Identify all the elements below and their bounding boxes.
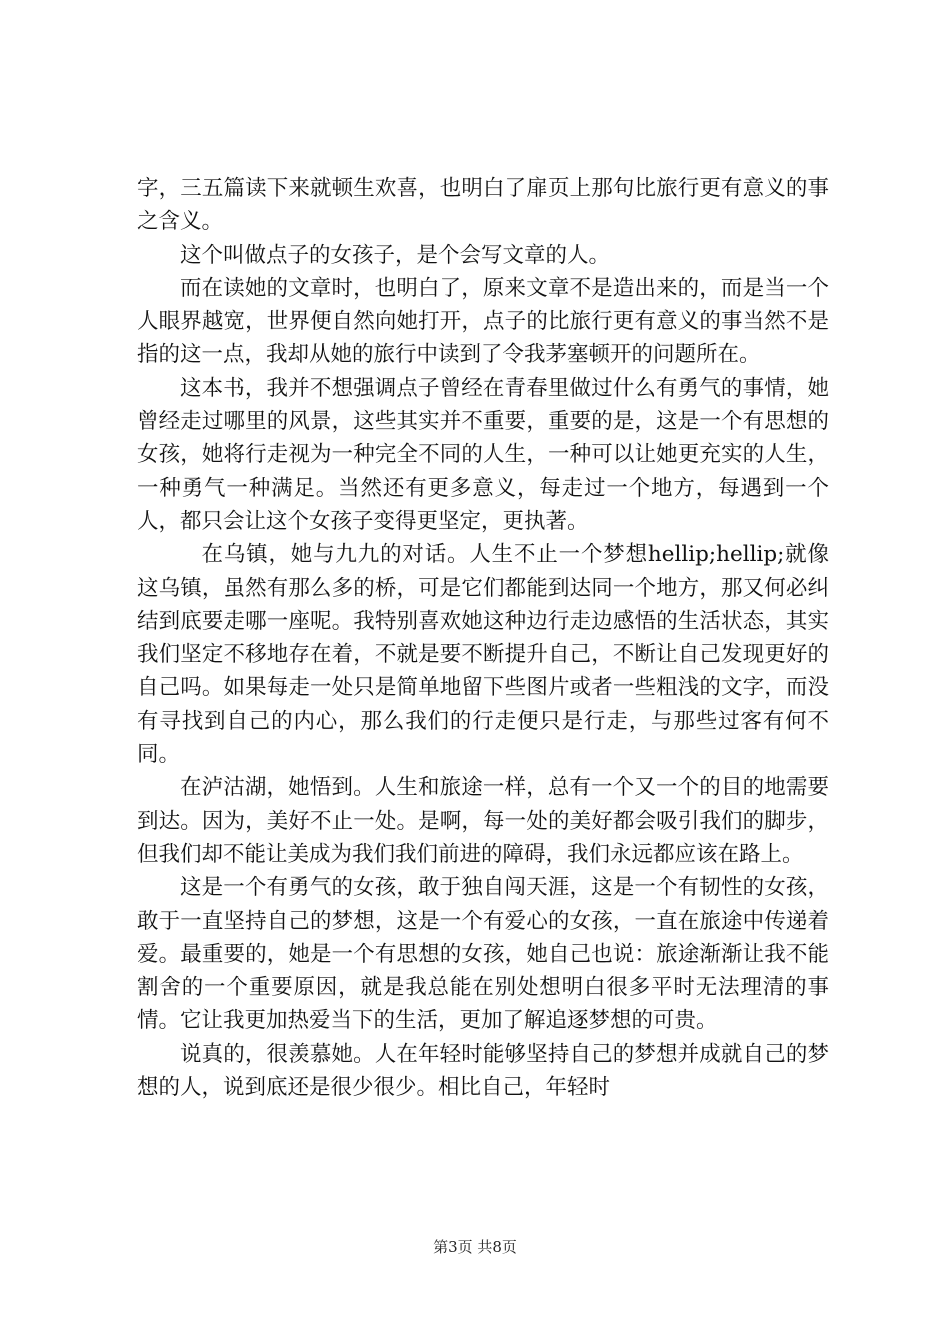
paragraph: 在泸沽湖，她悟到。人生和旅途一样，总有一个又一个的目的地需要到达。因为，美好不止一处。是啊，每一处的美好都会吸引我们的脚步，但我们却不能让美成为我们我们前进的障碍，我们永远都应该在路上。 xyxy=(137,775,829,867)
paragraph: 这个叫做点子的女孩子，是个会写文章的人。 xyxy=(180,242,611,268)
paragraph: 在乌镇，她与九九的对话。人生不止一个梦想hellip;hellip;就像这乌镇，虽然有那么多的桥，可是它们都能到达同一个地方，那又何必纠结到底要走哪一座呢。我特别喜欢她这种边行走边感悟的生活状态，其实我们坚定不移地存在着，不就是要不断提升自己，不断让自己发现更好的自己吗。如果每走一处只是简单地留下些图片或者一些粗浅的文字，而没有寻找到自己的内心，那么我们的行走便只是行走，与那些过客有何不同。 xyxy=(137,542,829,768)
paragraph: 字，三五篇读下来就顿生欢喜，也明白了扉页上那句比旅行更有意义的事之含义。 xyxy=(137,176,829,235)
paragraph: 说真的，很羡慕她。人在年轻时能够坚持自己的梦想并成就自己的梦想的人，说到底还是很少很少。相比自己，年轻时 xyxy=(137,1041,829,1101)
paragraph: 这是一个有勇气的女孩，敢于独自闯天涯，这是一个有韧性的女孩，敢于一直坚持自己的梦想，这是一个有爱心的女孩，一直在旅途中传递着爱。最重要的，她是一个有思想的女孩，她自己也说：旅途渐渐让我不能割舍的一个重要原因，就是我总能在别处想明白很多平时无法理清的事情。它让我更加热爱当下的生活，更加了解追逐梦想的可贵。 xyxy=(137,875,829,1034)
page-footer: 第3页 共8页 xyxy=(433,1238,517,1256)
paragraph: 而在读她的文章时，也明白了，原来文章不是造出来的，而是当一个人眼界越宽，世界便自然向她打开，点子的比旅行更有意义的事当然不是指的这一点，我却从她的旅行中读到了令我茅塞顿开的问题所在。 xyxy=(137,275,829,368)
paragraph: 这本书，我并不想强调点子曾经在青春里做过什么有勇气的事情，她曾经走过哪里的风景，这些其实并不重要，重要的是，这是一个有思想的女孩，她将行走视为一种完全不同的人生，一种可以让她更充实的人生，一种勇气一种满足。当然还有更多意义，每走过一个地方，每遇到一个人，都只会让这个女孩子变得更坚定，更执著。 xyxy=(137,375,829,534)
document-body xyxy=(137,172,829,1104)
